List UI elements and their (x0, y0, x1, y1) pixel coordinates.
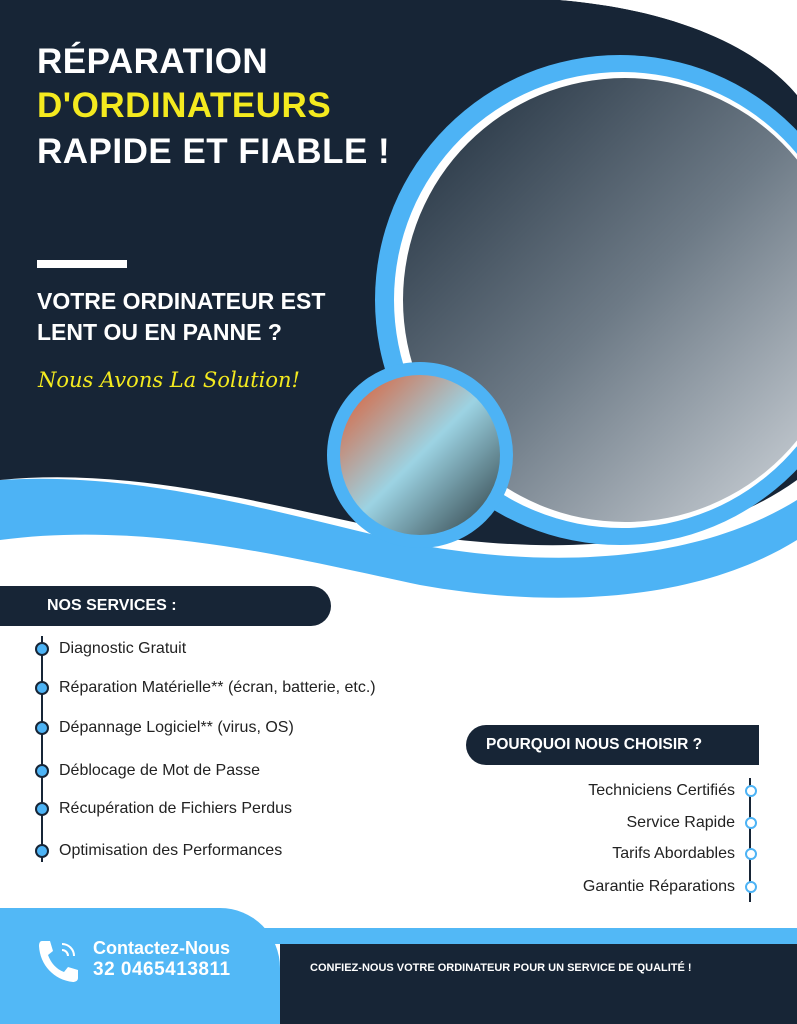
service-label: Diagnostic Gratuit (59, 640, 187, 657)
headline-line1: RÉPARATION (37, 42, 269, 81)
list-item (627, 814, 758, 832)
bullet-icon (35, 802, 49, 816)
divider (37, 260, 127, 268)
service-label: Optimisation des Performances (59, 842, 283, 859)
service-label: Réparation Matérielle** (écran, batterie, etc.) (59, 679, 376, 696)
list-item (35, 842, 282, 860)
footer-bar (280, 944, 797, 1024)
question-line1: VOTRE ORDINATEUR EST (37, 288, 326, 314)
bullet-icon (35, 681, 49, 695)
services-heading: NOS SERVICES : (0, 586, 331, 626)
phone-icon (36, 938, 82, 984)
question (37, 286, 325, 348)
why-label: Techniciens Certifiés (588, 782, 735, 799)
bullet-icon (745, 785, 757, 797)
service-label: Dépannage Logiciel** (virus, OS) (59, 719, 294, 736)
bullet-icon (35, 642, 49, 656)
list-item (612, 845, 757, 863)
why-list (501, 778, 751, 902)
list-item (35, 800, 292, 818)
footer-band (240, 928, 797, 944)
bullet-icon (35, 764, 49, 778)
list-item (35, 719, 294, 737)
bullet-icon (35, 721, 49, 735)
list-item (35, 640, 186, 658)
soldering-photo (340, 375, 500, 535)
tagline: Nous Avons La Solution! (38, 368, 300, 392)
bullet-icon (35, 844, 49, 858)
contact-title: Contactez-Nous (93, 938, 231, 958)
bullet-icon (745, 881, 757, 893)
list-item (35, 762, 260, 780)
why-label: Garantie Réparations (582, 878, 735, 895)
why-label: Tarifs Abordables (612, 845, 735, 862)
bullet-icon (745, 848, 757, 860)
service-label: Récupération de Fichiers Perdus (59, 800, 293, 817)
bullet-icon (745, 817, 757, 829)
question-line2: LENT OU EN PANNE ? (37, 319, 282, 345)
footer-text: CONFIEZ-NOUS VOTRE ORDINATEUR POUR UN SERVICE DE QUALITÉ ! (310, 962, 692, 974)
headline-line2: D'ORDINATEURS (37, 86, 332, 125)
list-item (583, 878, 757, 896)
services-list (41, 636, 376, 862)
contact-phone[interactable]: 32 0465413811 (93, 959, 231, 980)
headline-line3: RAPIDE ET FIABLE ! (37, 132, 391, 171)
list-item (35, 679, 376, 697)
list-item (588, 782, 757, 800)
service-label: Déblocage de Mot de Passe (59, 762, 261, 779)
why-heading: POURQUOI NOUS CHOISIR ? (466, 725, 759, 765)
why-label: Service Rapide (626, 814, 735, 831)
